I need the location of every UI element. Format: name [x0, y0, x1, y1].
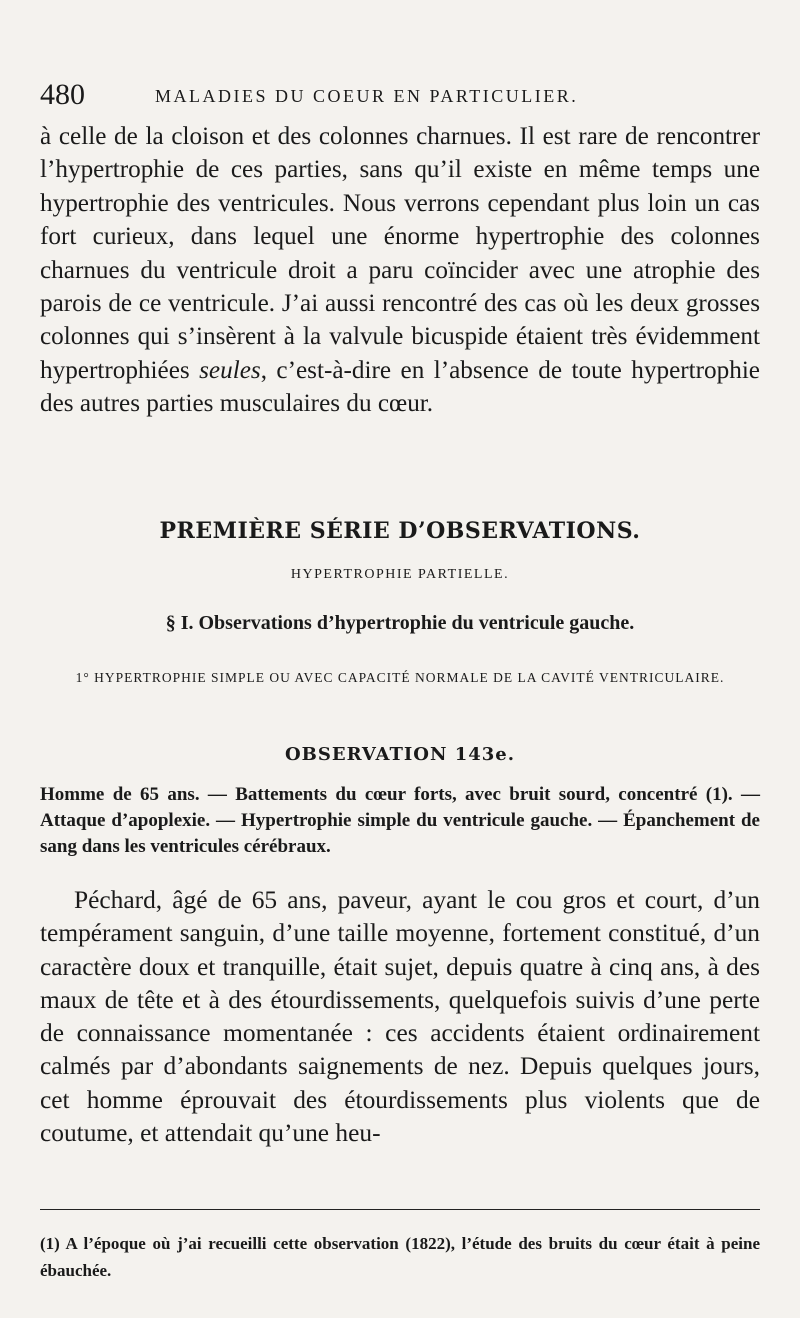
footnote-rule — [40, 1209, 760, 1210]
page-header — [40, 78, 760, 114]
intro-paragraph — [40, 120, 760, 421]
footnote: (1) A l’époque où j’ai recueilli cette observation (1822), l’étude des bruits du cœur était à peine ébauchée. — [40, 1234, 760, 1280]
section-title: § I. Observations d’hypertrophie du ventricule gauche. — [165, 612, 635, 634]
intro-text-2: , c’est-à-dire en l’absence de toute hypertrophie des autres parties musculaires du cœur. — [40, 356, 760, 418]
intro-italic-word: seules — [199, 356, 261, 384]
page-number: 480 — [40, 78, 85, 111]
category-heading: 1° HYPERTROPHIE SIMPLE OU AVEC CAPACITÉ NORMALE DE LA CAVITÉ VENTRICULAIRE. — [75, 670, 725, 685]
intro-text-1: à celle de la cloison et des colonnes charnues. Il est rare de rencontrer l’hypertrophie de ces parties, sans qu’il existe en même temps une hypertrophie des ventricules. Nous verrons cependant plus loin un cas fort curieux, dans lequel une énorme hypertrophie des colonnes charnues du ventricule droit a paru coïncider avec une atrophie des parois de ce ventricule. J’ai aussi rencontré des cas où les deux grosses colonnes qui s’insèrent à la valvule bicuspide étaient très évidemment hypertrophiées — [40, 123, 760, 384]
subtitle: HYPERTROPHIE PARTIELLE. — [290, 567, 510, 582]
running-title: MALADIES DU COEUR EN PARTICULIER. — [155, 86, 579, 106]
observation-summary: Homme de 65 ans. — Battements du cœur forts, avec bruit sourd, concentré (1). — Attaque d’apoplexie. — Hypertrophie simple du ventricule gauche. — Épanchement de sang dans les ventricules cérébraux. — [40, 784, 760, 857]
body-paragraph: Péchard, âgé de 65 ans, paveur, ayant le cou gros et court, d’un tempérament sanguin, d’une taille moyenne, fortement constitué, d’un caractère doux et tranquille, était sujet, depuis quatre à cinq ans, à des maux de tête et à des étourdissements, quelquefois suivis d’une perte de connaissance momentanée : ces accidents étaient ordinairement calmés par d’abondants saignements de nez. Depuis quelques jours, cet homme éprouvait des étourdissements plus violents que de coutume, et attendait qu’une heu- — [40, 886, 760, 1148]
observation-title: OBSERVATION 143e. — [285, 744, 515, 765]
series-title: PREMIÈRE SÉRIE D’OBSERVATIONS. — [159, 518, 641, 544]
